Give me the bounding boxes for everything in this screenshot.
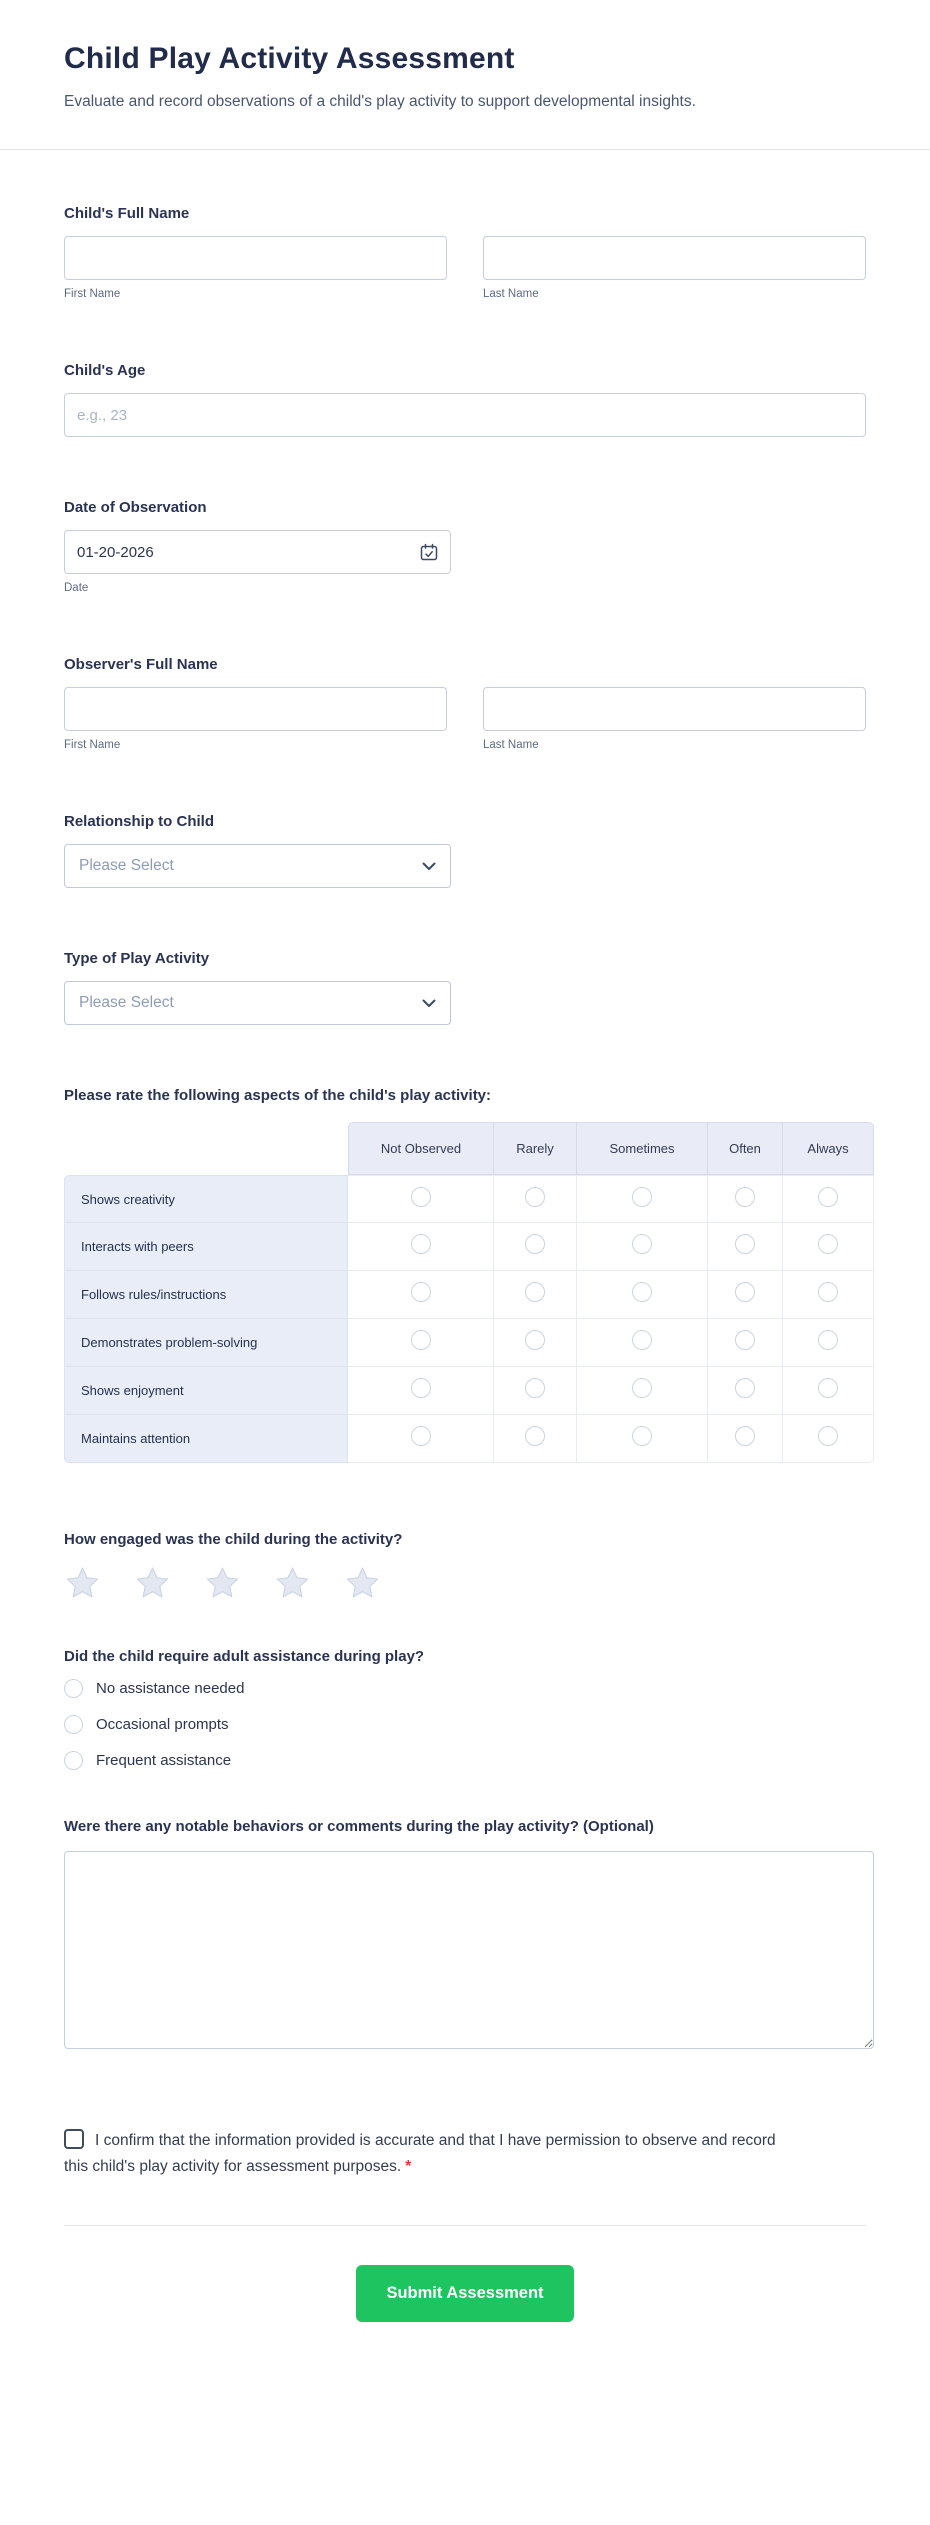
matrix-cell: [494, 1175, 577, 1223]
star-icon[interactable]: [344, 1565, 381, 1601]
matrix-cell: [577, 1367, 708, 1415]
matrix-row: [64, 1223, 874, 1271]
matrix-radio[interactable]: [525, 1426, 545, 1446]
matrix-cell: [783, 1271, 874, 1319]
child-age-label: Child's Age: [64, 362, 146, 380]
matrix-column-header: Always: [783, 1122, 874, 1175]
confirmation-text: I confirm that the information provided is accurate and that I have permission to observe and record this child's play activity for assessment purposes.: [64, 2132, 776, 2175]
matrix-radio[interactable]: [411, 1234, 431, 1254]
matrix-cell: [577, 1415, 708, 1463]
submit-section: [64, 2225, 866, 2322]
child-last-name-input[interactable]: [483, 236, 866, 280]
observer-first-name-sublabel: First Name: [64, 739, 121, 752]
matrix-radio[interactable]: [735, 1378, 755, 1398]
matrix-corner-cell: [64, 1122, 348, 1175]
star-icon[interactable]: [134, 1565, 171, 1601]
play-type-selected-value: Please Select: [79, 994, 174, 1012]
star-icon[interactable]: [274, 1565, 311, 1601]
field-child-name: [64, 205, 866, 300]
field-comments: [64, 1818, 866, 2054]
matrix-cell: [348, 1415, 494, 1463]
matrix-cell: [577, 1175, 708, 1223]
matrix-cell: [783, 1175, 874, 1223]
matrix-radio[interactable]: [735, 1330, 755, 1350]
child-first-name-input[interactable]: [64, 236, 447, 280]
relationship-label: Relationship to Child: [64, 813, 214, 831]
chevron-down-icon: [422, 862, 436, 871]
field-child-age: [64, 362, 866, 437]
matrix-cell: [783, 1415, 874, 1463]
field-observer-name: [64, 656, 866, 751]
matrix-radio[interactable]: [818, 1378, 838, 1398]
relationship-selected-value: Please Select: [79, 857, 174, 875]
matrix-column-header: Not Observed: [348, 1122, 494, 1175]
observation-date-input[interactable]: [64, 530, 451, 574]
matrix-radio[interactable]: [818, 1187, 838, 1207]
matrix-radio[interactable]: [632, 1378, 652, 1398]
star-icon[interactable]: [64, 1565, 101, 1601]
confirmation-checkbox[interactable]: [64, 2129, 84, 2149]
matrix-cell: [494, 1367, 577, 1415]
assistance-option[interactable]: [64, 1715, 866, 1734]
matrix-radio[interactable]: [411, 1378, 431, 1398]
matrix-cell: [708, 1175, 783, 1223]
matrix-radio[interactable]: [632, 1234, 652, 1254]
matrix-cell: [783, 1223, 874, 1271]
matrix-row: [64, 1175, 874, 1223]
assistance-option[interactable]: [64, 1751, 866, 1770]
matrix-column-header: Often: [708, 1122, 783, 1175]
matrix-radio[interactable]: [411, 1330, 431, 1350]
assistance-radio[interactable]: [64, 1679, 83, 1698]
matrix-cell: [348, 1319, 494, 1367]
child-last-name-sublabel: Last Name: [483, 288, 539, 301]
matrix-radio[interactable]: [632, 1426, 652, 1446]
matrix-cell: [708, 1223, 783, 1271]
matrix-cell: [577, 1319, 708, 1367]
matrix-cell: [708, 1319, 783, 1367]
matrix-body: [64, 1175, 874, 1463]
matrix-cell: [494, 1319, 577, 1367]
matrix-row-label: Interacts with peers: [64, 1223, 348, 1271]
assistance-option[interactable]: [64, 1679, 866, 1698]
assistance-option-label: Occasional prompts: [96, 1716, 229, 1734]
matrix-cell: [577, 1223, 708, 1271]
matrix-row-label: Shows creativity: [64, 1175, 348, 1223]
star-icon[interactable]: [204, 1565, 241, 1601]
play-type-label: Type of Play Activity: [64, 950, 210, 968]
observer-name-label: Observer's Full Name: [64, 656, 218, 674]
observation-date-label: Date of Observation: [64, 499, 207, 517]
engagement-label: How engaged was the child during the activity?: [64, 1531, 403, 1549]
assistance-option-label: Frequent assistance: [96, 1752, 232, 1770]
submit-button[interactable]: Submit Assessment: [356, 2265, 573, 2322]
matrix-cell: [348, 1271, 494, 1319]
matrix-cell: [348, 1175, 494, 1223]
confirmation-row: [64, 2128, 784, 2179]
matrix-radio[interactable]: [632, 1187, 652, 1207]
matrix-radio[interactable]: [411, 1426, 431, 1446]
observer-first-name-input[interactable]: [64, 687, 447, 731]
matrix-radio[interactable]: [818, 1234, 838, 1254]
page-title: Child Play Activity Assessment: [64, 42, 515, 75]
matrix-column-header: Sometimes: [577, 1122, 708, 1175]
matrix-radio[interactable]: [411, 1282, 431, 1302]
assistance-options: [64, 1679, 866, 1770]
matrix-radio[interactable]: [632, 1330, 652, 1350]
matrix-row: [64, 1271, 874, 1319]
matrix-cell: [708, 1367, 783, 1415]
matrix-row: [64, 1367, 874, 1415]
matrix-row: [64, 1319, 874, 1367]
matrix-radio[interactable]: [411, 1187, 431, 1207]
matrix-radio[interactable]: [735, 1187, 755, 1207]
matrix-row-label: Demonstrates problem-solving: [64, 1319, 348, 1367]
field-observation-date: [64, 499, 866, 594]
matrix-cell: [494, 1223, 577, 1271]
assistance-option-label: No assistance needed: [96, 1680, 245, 1698]
matrix-radio[interactable]: [818, 1282, 838, 1302]
matrix-radio[interactable]: [525, 1234, 545, 1254]
star-rating: [64, 1565, 866, 1601]
matrix-radio[interactable]: [735, 1426, 755, 1446]
matrix-row-label: Maintains attention: [64, 1415, 348, 1463]
matrix-radio[interactable]: [632, 1282, 652, 1302]
rating-matrix-label: Please rate the following aspects of the child's play activity:: [64, 1087, 492, 1105]
form-body: [0, 150, 930, 2322]
matrix-radio[interactable]: [818, 1426, 838, 1446]
chevron-down-icon: [422, 999, 436, 1008]
relationship-select[interactable]: [64, 844, 451, 888]
matrix-cell: [348, 1223, 494, 1271]
child-name-label: Child's Full Name: [64, 205, 190, 223]
matrix-cell: [783, 1367, 874, 1415]
observer-last-name-sublabel: Last Name: [483, 739, 539, 752]
matrix-radio[interactable]: [525, 1187, 545, 1207]
field-relationship: [64, 813, 866, 888]
matrix-radio[interactable]: [525, 1282, 545, 1302]
field-engagement: [64, 1531, 866, 1601]
matrix-cell: [494, 1271, 577, 1319]
child-age-input[interactable]: [64, 393, 866, 437]
field-rating-matrix: [64, 1087, 866, 1463]
matrix-cell: [494, 1415, 577, 1463]
field-assistance: [64, 1648, 866, 1770]
rating-matrix-table: [64, 1122, 874, 1463]
matrix-cell: [708, 1415, 783, 1463]
matrix-cell: [783, 1319, 874, 1367]
child-first-name-sublabel: First Name: [64, 288, 121, 301]
assistance-radio[interactable]: [64, 1715, 83, 1734]
matrix-radio[interactable]: [818, 1330, 838, 1350]
calendar-icon[interactable]: [419, 542, 439, 562]
observer-last-name-input[interactable]: [483, 687, 866, 731]
required-asterisk: *: [405, 2157, 412, 2175]
matrix-radio[interactable]: [525, 1378, 545, 1398]
matrix-cell: [708, 1271, 783, 1319]
matrix-row-label: Follows rules/instructions: [64, 1271, 348, 1319]
form-header: [0, 0, 930, 150]
assistance-radio[interactable]: [64, 1751, 83, 1770]
matrix-column-header: Rarely: [494, 1122, 577, 1175]
form-subtitle: Evaluate and record observations of a child's play activity to support developmental insights.: [64, 93, 696, 110]
matrix-radio[interactable]: [735, 1234, 755, 1254]
matrix-radio[interactable]: [735, 1282, 755, 1302]
assistance-label: Did the child require adult assistance during play?: [64, 1648, 425, 1666]
matrix-cell: [348, 1367, 494, 1415]
matrix-cell: [577, 1271, 708, 1319]
observation-date-sublabel: Date: [64, 582, 89, 595]
matrix-header-row: [64, 1122, 874, 1175]
comments-label: Were there any notable behaviors or comments during the play activity? (Optional): [64, 1818, 654, 1836]
matrix-row-label: Shows enjoyment: [64, 1367, 348, 1415]
matrix-radio[interactable]: [525, 1330, 545, 1350]
matrix-row: [64, 1415, 874, 1463]
field-play-type: [64, 950, 866, 1025]
comments-textarea[interactable]: [64, 1851, 874, 2049]
play-type-select[interactable]: [64, 981, 451, 1025]
